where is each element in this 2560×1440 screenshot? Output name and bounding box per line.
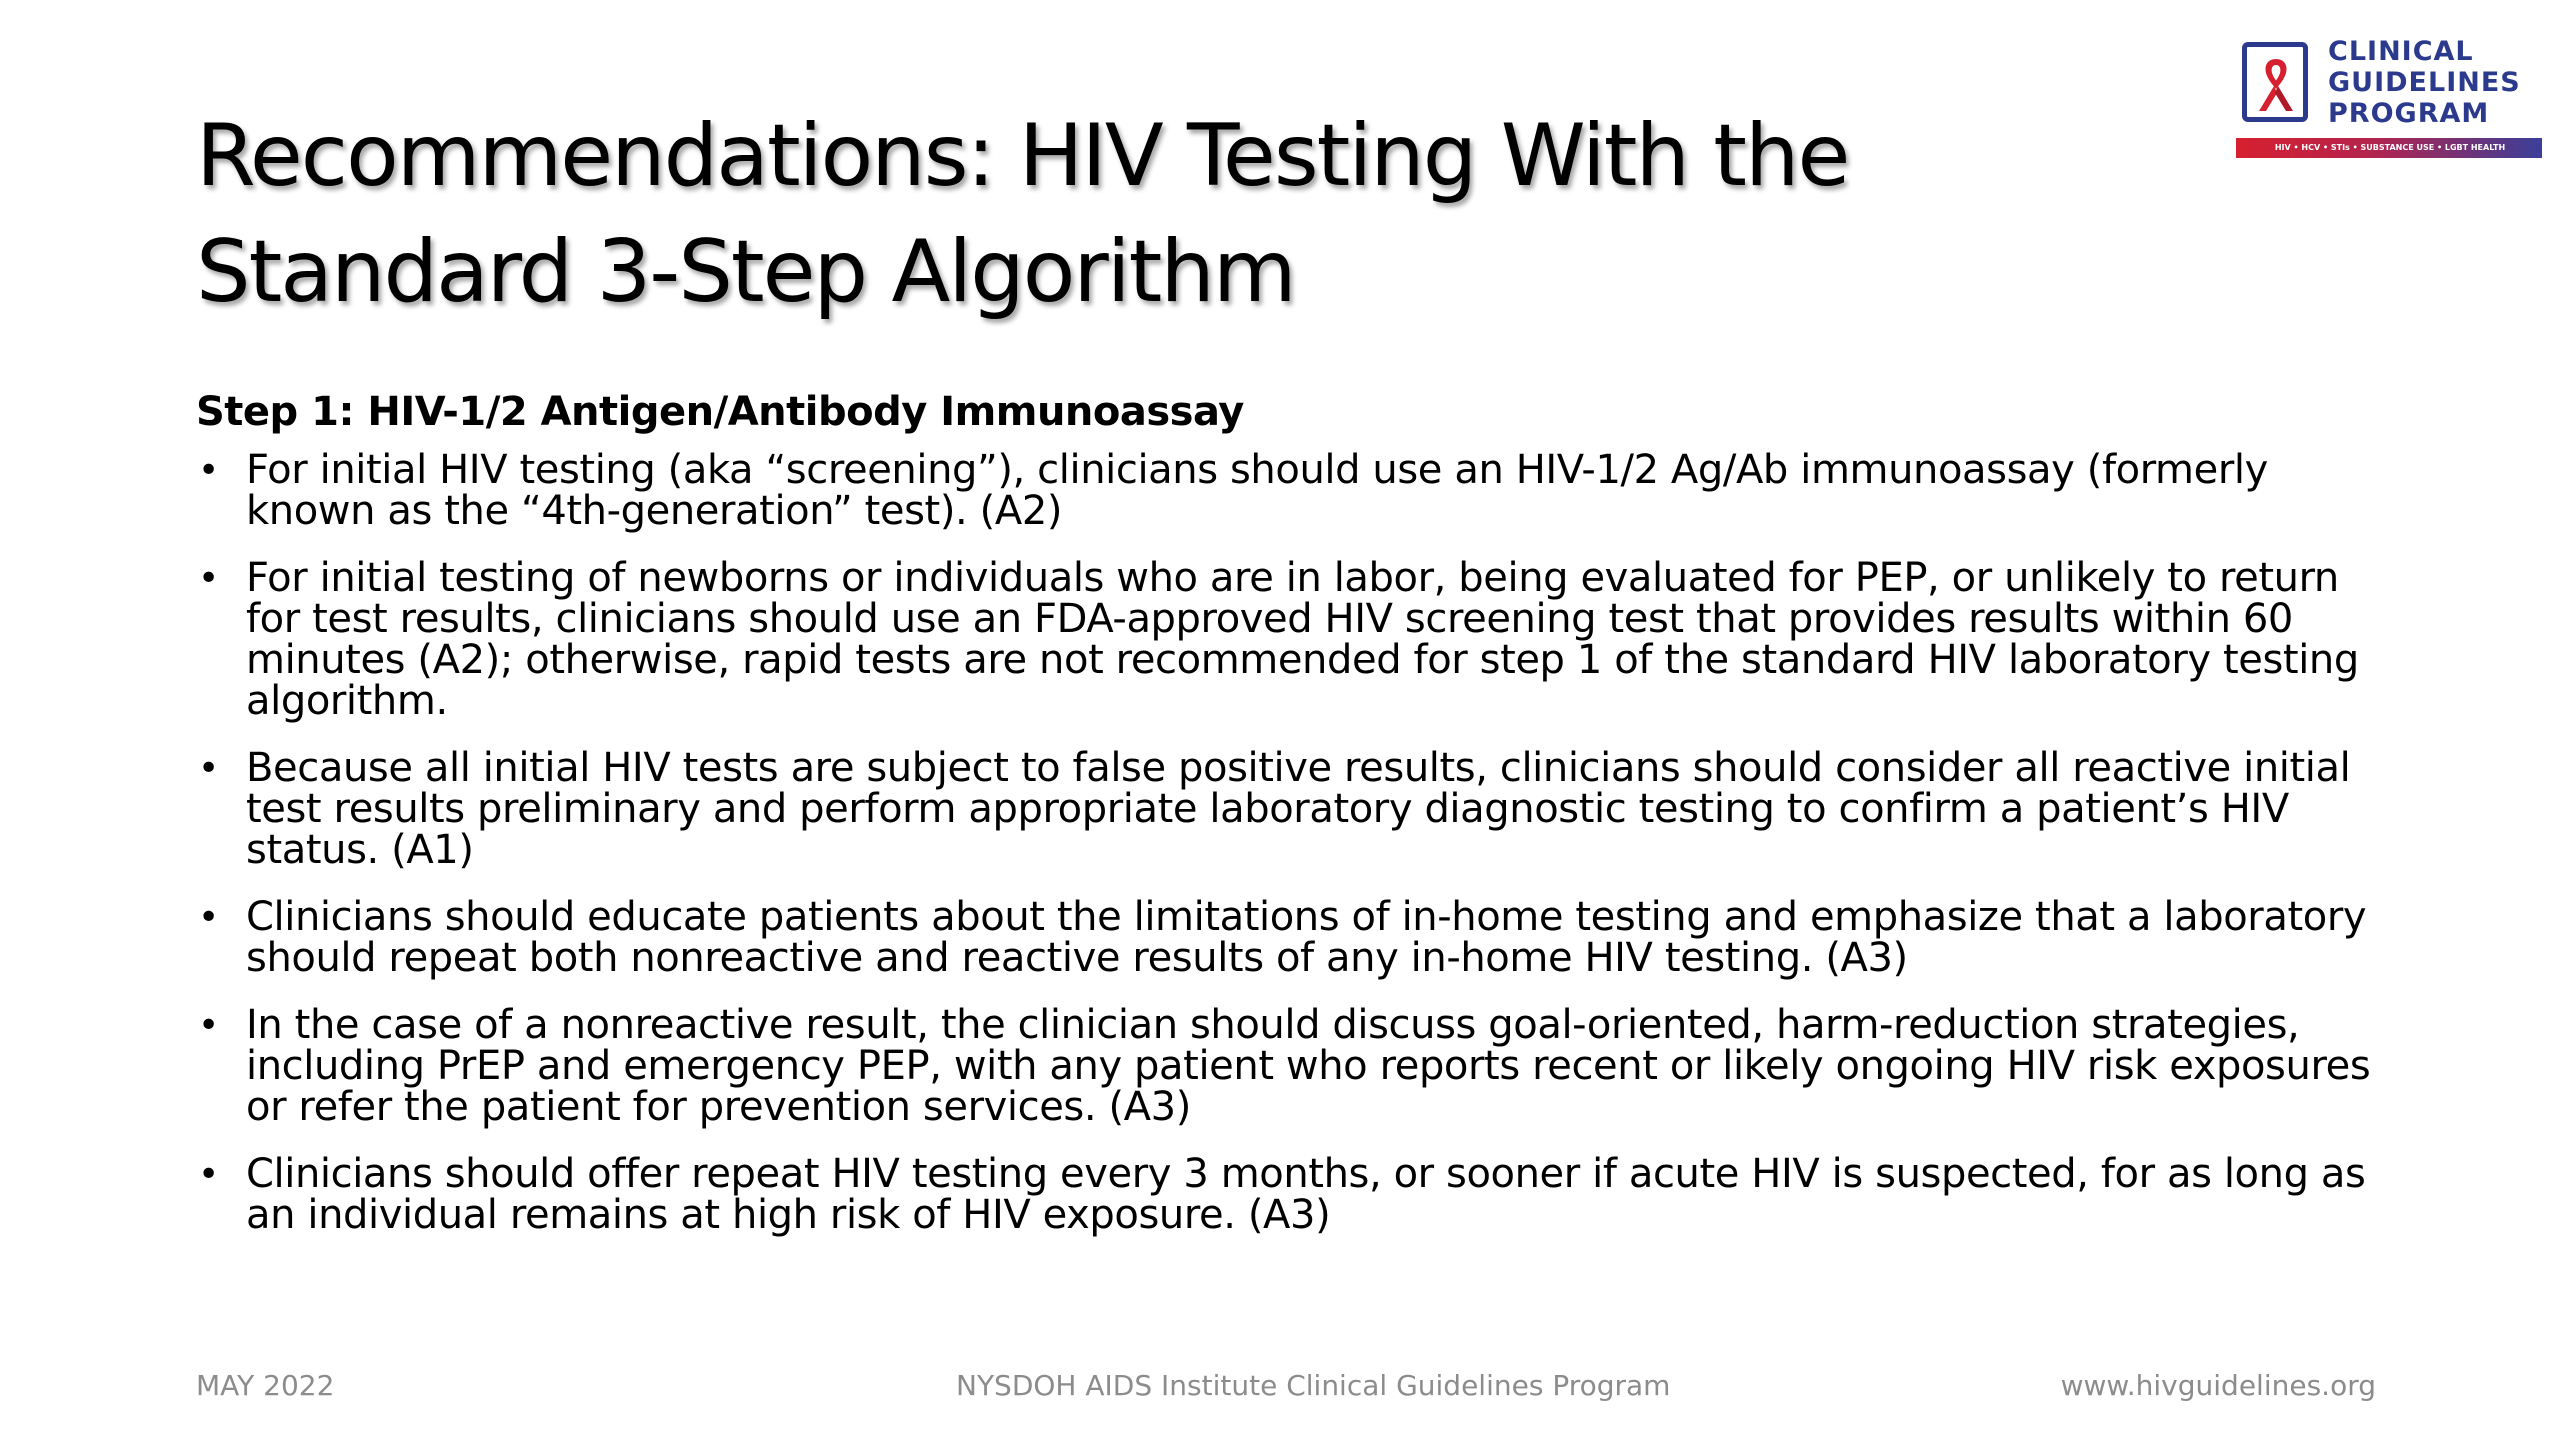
logo-tagline: HIV • HCV • STIs • SUBSTANCE USE • LGBT HEALTH <box>2274 143 2506 152</box>
slide-title <box>196 98 2096 330</box>
slide-title-line-1: Recommendations: HIV Testing With the <box>196 106 1849 206</box>
logo-wordmark <box>2328 36 2521 129</box>
list-item-text: Clinicians should offer repeat HIV testing every 3 months, or sooner if acute HIV is suspected, for as long as an individual remains at high risk of HIV exposure. (A3) <box>246 1151 2366 1238</box>
bullet-icon: • <box>198 558 219 599</box>
logo-ribbon-box <box>2242 42 2308 122</box>
logo-line-2: GUIDELINES <box>2328 67 2521 98</box>
list-item <box>196 555 2396 724</box>
slide-title-line-2: Standard 3-Step Algorithm <box>196 222 1295 322</box>
footer-url: www.hivguidelines.org <box>2060 1369 2376 1402</box>
bullet-icon: • <box>198 450 219 491</box>
clinical-guidelines-program-logo <box>2236 30 2542 160</box>
list-item <box>196 1151 2396 1238</box>
slide-content <box>196 384 2396 1262</box>
list-item-text: Because all initial HIV tests are subject to false positive results, clinicians should consider all reactive initial test results preliminary and perform appropriate laboratory diagnostic testing to confirm a patient’s HIV status. (A1) <box>246 745 2351 873</box>
bullet-icon: • <box>198 1154 219 1195</box>
bullet-icon: • <box>198 1005 219 1046</box>
list-item <box>196 1002 2396 1130</box>
footer-date: MAY 2022 <box>196 1369 335 1402</box>
list-item-text: Clinicians should educate patients about the limitations of in-home testing and emphasize that a laboratory should repeat both nonreactive and reactive results of any in-home HIV testing. (A3) <box>246 894 2367 981</box>
logo-line-3: PROGRAM <box>2328 98 2490 129</box>
logo-line-1: CLINICAL <box>2328 36 2474 67</box>
list-item-text: For initial HIV testing (aka “screening”), clinicians should use an HIV-1/2 Ag/Ab immunoassay (formerly known as the “4th-generation” test). (A2) <box>246 447 2268 534</box>
bullet-icon: • <box>198 748 219 789</box>
red-ribbon-icon <box>2253 53 2299 115</box>
list-item <box>196 894 2396 981</box>
list-item <box>196 447 2396 534</box>
step-heading: Step 1: HIV-1/2 Antigen/Antibody Immunoassay <box>196 389 1244 435</box>
list-item <box>196 745 2396 873</box>
footer-organization: NYSDOH AIDS Institute Clinical Guidelines Program <box>956 1369 1671 1402</box>
bullet-icon: • <box>198 897 219 938</box>
list-item-text: For initial testing of newborns or individuals who are in labor, being evaluated for PEP, or unlikely to return for test results, clinicians should use an FDA-approved HIV screening test that provides results within 60 minutes (A2); otherwise, rapid tests are not recommended for step 1 of the standard HIV laboratory testing algorithm. <box>246 555 2359 724</box>
recommendation-list <box>196 447 2396 1238</box>
list-item-text: In the case of a nonreactive result, the clinician should discuss goal-oriented, harm-reduction strategies, including PrEP and emergency PEP, with any patient who reports recent or likely ongoing HIV risk exposures or refer the patient for prevention services. (A3) <box>246 1002 2371 1130</box>
